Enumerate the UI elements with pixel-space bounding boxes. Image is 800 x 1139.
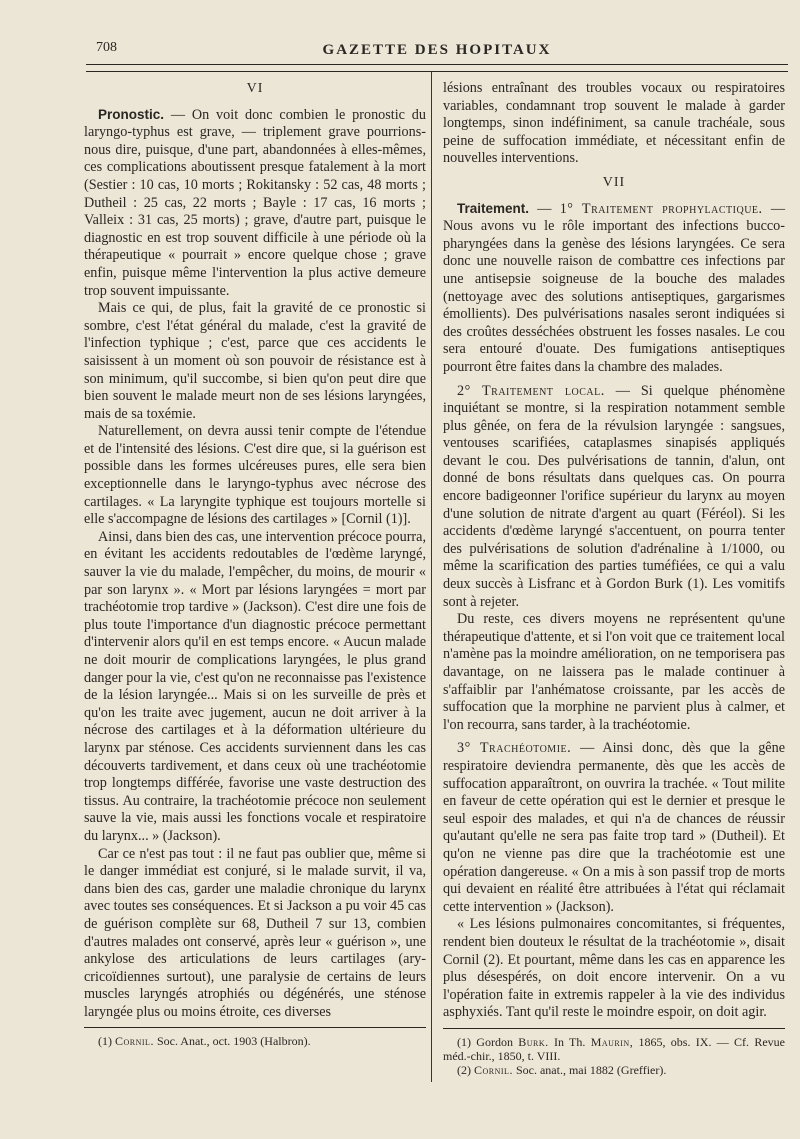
local-treatment-heading: 2° Traitement local. (457, 382, 605, 399)
footnote-text: In Th. (548, 1034, 591, 1049)
prognosis-heading: Pronostic. (98, 106, 165, 122)
prognosis-text: — On voit donc combien le pronostic du laryngo-typhus est grave, — triplement grave pourrions-nous dire, puisque, d'une part, abandonnées à elles-mêmes, ces complications aboutissent presque fatalement à la mort (Sestier : 10 cas, 10 morts ; Rokitansky : 52 cas, 48 morts ; Dutheil : 25 cas, 22 morts ; Bayle : 17 cas, 16 morts ; Valleix : 31 cas, 25 morts) ; grave, d'autre part, puisque le diagnostic en est trop souvent difficile à une période où la thérapeutique « pourrait » encore quelque chose ; grave enfin, puisque même l'intervention la plus active demeure trop souvent impuissante. (84, 106, 426, 299)
treatment-heading: Traitement. (457, 200, 530, 216)
paragraph: « Les lésions pulmonaires concomitantes, si fréquentes, rendent bien douteux le résultat de la trachéotomie », disait Cornil (2). Et pourtant, même dans les cas en apparence les plus désespérés, on doit encore intervenir. On a vu l'opération faite in extremis rappeler à la vie des individus asphyxiés. Tant qu'il reste le moindre espoir, on doit agir. (443, 916, 785, 1021)
paragraph: lésions entraînant des troubles vocaux ou respiratoires variables, condamnant trop souvent le malade à garder longtemps, sinon indéfiniment, sa canule trachéale, sous peine de suffocation immédiate, et nécessitant enfin de nouvelles interventions. (443, 80, 785, 167)
tracheotomy-text: — Ainsi donc, dès que la gêne respiratoire deviendra permanente, dès que les accès de suffocation apparaîtront, on ouvrira la trachée. « Tout milite en faveur de cette opération qui est le dernier et presque le seul espoir des malades, et qui n'a de chances de réussir qu'autant qu'elle ne sera pas faite trop tard » (Dutheil). Et qu'on ne vienne pas dire que la trachéotomie est une opération dangereuse. « On a mis à son passif trop de morts qui devaient en réalité être attribuées à l'état qui réclamait cette intervention » (Jackson). (443, 740, 785, 915)
footnote-text: Soc. Anat., oct. 1903 (Halbron). (153, 1034, 311, 1049)
paragraph: Car ce n'est pas tout : il ne faut pas oublier que, même si le danger immédiat est conjuré, si le malade survit, il va, dans bien des cas, garder une maladie chronique du larynx avec toutes ses conséquences. Et si Jackson a pu voir 45 cas de guérison complète sur 68, Dutheil 7 sur 13, combien d'autres malades ont conservé, après leur « guérison », une ankylose des articulations de leurs cartilages (ary-cricoïdiennes surtout), une paralysie de certains de leurs muscles laryngés atrophiés ou dégénérés, une sténose laryngée plus ou moins étroite, ces diverses (84, 845, 426, 1020)
paragraph: Naturellement, on devra aussi tenir compte de l'étendue et de l'intensité des lésions. C'est dire que, si la guérison est possible dans les formes ulcéreuses pures, elle sera bien exceptionnelle dans le laryngo-typhus avec nécrose des cartilages. « La laryngite typhique est toujours mortelle si elle s'accompagne de lésions des cartilages » [Cornil (1)]. (84, 423, 426, 528)
footnote-2 (443, 1063, 785, 1077)
treatment-text: Nous avons vu le rôle important des infections bucco-pharyngées dans la genèse des lésions laryngées. Ce sera donc une nouvelle raison de combattre ces infections par une antisepsie soigneuse de la bouche des malades (nettoyage avec des solutions antiseptiques, gargarismes émollients). Des pulvérisations nasales seront indiquées si des croûtes desséchées obstruent les fosses nasales. Le cou sera entouré d'ouate. Des fumigations antiseptiques pourront être faites dans la chambre des malades. (443, 218, 785, 375)
section-number-vi: VI (246, 81, 264, 96)
footnote-1 (443, 1035, 785, 1063)
footnote-marker: (1) (98, 1034, 115, 1049)
footnote-text: 1865, obs. IX. — Cf. Revue méd.-chir., 1850, t. VIII. (443, 1034, 785, 1063)
footnote-marker: (2) (457, 1062, 474, 1077)
prognosis-paragraph (84, 106, 426, 301)
journal-title: GAZETTE DES HOPITAUX (322, 42, 552, 58)
footnote-text: Soc. anat., mai 1882 (Greffier). (512, 1062, 667, 1077)
header-rule (86, 64, 788, 72)
tracheotomy-heading: 3° Trachéotomie. (457, 740, 572, 757)
local-treatment-paragraph (443, 383, 785, 612)
left-column (84, 80, 426, 1048)
footnote-author: Cornil. (474, 1062, 513, 1077)
footnote-author: Cornil. (115, 1034, 154, 1049)
page-header (86, 40, 788, 66)
paragraph: Ainsi, dans bien des cas, une intervention précoce pourra, en évitant les accidents redoutables de l'œdème laryngé, sauver la vie du malade, l'empêcher, du moins, de mourir « par son larynx ». « Mort par lésions laryngées = mort par trachéotomie trop tardive » (Jackson). C'est dire une fois de plus toute l'importance d'un diagnostic précoce permettant d'intervenir alors qu'il en est temps encore. « Aucun malade ne doit mourir de complications laryngées, le plus grand danger pour la vie, c'est qu'on ne reconnaisse pas l'existence de la lésion laryngée... Mais si on les surveille de près et qu'on les traite avec jugement, aucun ne doit arriver à la nécrose des cartilages et à la déformation ultérieure du larynx par sténose. Ces accidents surviennent dans les cas découverts tardivement, et dans ceux où une trachéotomie trop longtemps différée, favorise une vaste destruction des tissus. Au contraire, la trachéotomie précoce non seulement sauve la vie, mais aussi les fonctions vocale et respiratoire du larynx... » (Jackson). (84, 528, 426, 844)
footnote-marker: (1) Gordon (457, 1034, 519, 1049)
column-divider (431, 72, 432, 1082)
footnote-author: Burk. (518, 1034, 549, 1049)
footnote-rule (84, 1027, 426, 1028)
local-treatment-text: — Si quelque phénomène inquiétant se montre, si la respiration notamment semble plus gênée, on fera de la révulsion laryngée : sangsues, ventouses scarifiées, cataplasmes sinapisés appliqués devant le cou. Des pulvérisations de tannin, d'alun, ont donné de bons résultats dans quelques cas. On pourra encore badigeonner l'orifice supérieur du larynx au moyen d'une solution de nitrate d'argent au quart (Féréol). Si les accidents d'œdème laryngé s'accentuent, on pourra tenter des pulvérisations de solution d'adrénaline à 1/1000, ou même la scarification des parties tuméfiées, ce qui a valu deux succès à Lisfranc et à Gordon Burk (1). Les vomitifs sont à rejeter. (443, 382, 786, 610)
footnote-rule (443, 1028, 785, 1029)
tracheotomy-paragraph (443, 740, 785, 916)
footnote-1 (84, 1034, 426, 1048)
treatment-paragraph: Traitement. — 1° Traitement prophylactique. — Nous avons vu le rôle important des infections bucco-pharyngées dans la genèse des lésions laryngées. Ce sera donc une nouvelle raison de combattre ces infections par une antisepsie soigneuse de la bouche des malades (nettoyage avec des solutions antiseptiques, gargarismes émollients). Des pulvérisations nasales seront indiquées si des croûtes desséchées obstruent les fosses nasales. Le cou sera entouré d'ouate. Des fumigations antiseptiques pourront être faites dans la chambre des malades. (443, 200, 786, 375)
paragraph: Du reste, ces divers moyens ne représentent qu'une thérapeutique d'attente, et si l'on voit que ce traitement local n'amène pas la moindre amélioration, on ne temporisera pas davantage, on ne laissera pas le malade continuer à s'affaiblir par l'anhématose croissante, par les accès de suffocation que la morphine ne parvient plus à calmer, et l'on recourra, sans tarder, à la trachéotomie. (443, 611, 785, 733)
treatment-subheading: 1° Traitement prophylactique. (559, 200, 763, 217)
footnote-author: Maurin, (590, 1034, 634, 1049)
paragraph: Mais ce qui, de plus, fait la gravité de ce pronostic si sombre, c'est l'état général du malade, c'est la gravité de l'infection typhique ; c'est, parce que ces accidents le saisissent à un moment où son pouvoir de résistance est à son minimum, qu'il succombe, si bien qu'on peut dire que bien souvent le malade meurt non de ses lésions laryngées, mais de sa toxémie. (84, 300, 426, 422)
page-number: 708 (96, 40, 117, 55)
section-number-vii: VII (602, 174, 626, 190)
right-column (443, 80, 785, 1077)
